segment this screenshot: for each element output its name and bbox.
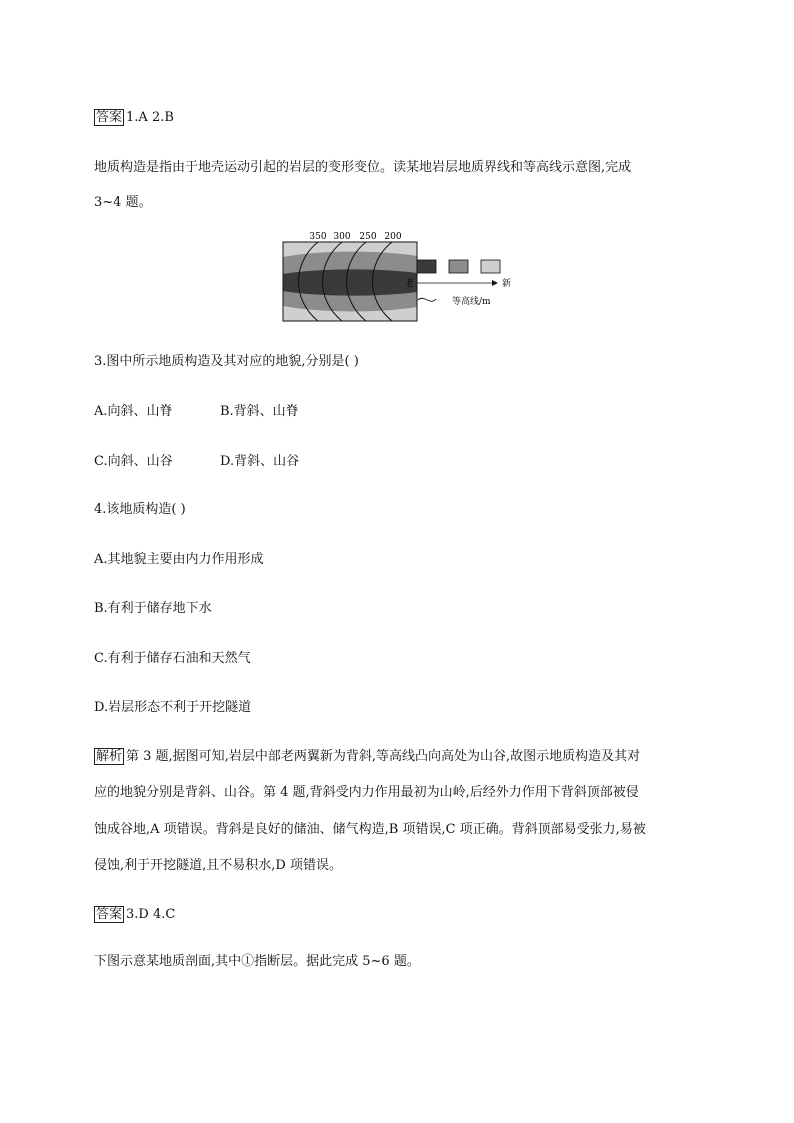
- intro-line-2: 3~4 题。: [94, 195, 152, 210]
- q4-option-c: C.有利于储存石油和天然气: [94, 651, 251, 666]
- answer-tag: 答案: [96, 110, 123, 125]
- q4-option-b: B.有利于储存地下水: [94, 601, 212, 616]
- q3-stem: 3.图中所示地质构造及其对应的地貌,分别是( ): [94, 354, 359, 369]
- q3-option-b: B.背斜、山脊: [220, 404, 299, 419]
- q3-options-row-2: [94, 450, 300, 469]
- q4-option-d: D.岩层形态不利于开挖隧道: [94, 700, 252, 715]
- legend-swatch-mid: [449, 260, 468, 273]
- legend-contour-label: 等高线/m: [452, 297, 491, 307]
- q4-stem: 4.该地质构造( ): [94, 502, 186, 517]
- q3-option-a: A.向斜、山脊: [94, 404, 173, 419]
- analysis-line-1: [94, 745, 640, 764]
- q3-options-row-1: [94, 400, 299, 419]
- analysis-text-1: 第 3 题,据图可知,岩层中部老两翼新为背斜,等高线凸向高处为山谷,故图示地质构造及其对: [126, 749, 641, 764]
- analysis-tag: 解析: [96, 749, 123, 764]
- next-intro-line: 下图示意某地质剖面,其中①指断层。据此完成 5~6 题。: [94, 954, 420, 969]
- legend-new-label: 新: [502, 279, 512, 289]
- analysis-line-2: 应的地貌分别是背斜、山谷。第 4 题,背斜受内力作用最初为山岭,后经外力作用下背斜顶部被侵: [94, 785, 639, 800]
- legend-swatch-old: [417, 260, 436, 273]
- contour-label-250: 250: [359, 232, 377, 242]
- map-band-old-layer: [283, 269, 417, 295]
- geologic-map-figure: [280, 228, 510, 324]
- contour-label-300: 300: [333, 232, 351, 242]
- q3-option-d: D.背斜、山谷: [220, 454, 300, 469]
- legend-arrow-head: [492, 280, 498, 286]
- answer-line-1: [94, 106, 174, 125]
- q3-option-c: C.向斜、山谷: [94, 454, 173, 469]
- answer-line-2: [94, 903, 175, 922]
- legend-contour-symbol: [418, 298, 436, 301]
- legend-swatch-new: [481, 260, 500, 273]
- answer-text-2: 3.D 4.C: [126, 907, 176, 922]
- analysis-line-3: 蚀成谷地,A 项错误。背斜是良好的储油、储气构造,B 项错误,C 项正确。背斜顶部易受张力,易被: [94, 822, 646, 837]
- analysis-line-4: 侵蚀,利于开挖隧道,且不易积水,D 项错误。: [94, 858, 342, 873]
- contour-label-350: 350: [309, 232, 327, 242]
- intro-line-1: 地质构造是指由于地壳运动引起的岩层的变形变位。读某地岩层地质界线和等高线示意图,完成: [94, 160, 632, 175]
- contour-label-200: 200: [384, 232, 402, 242]
- q4-option-a: A.其地貌主要由内力作用形成: [94, 552, 264, 567]
- answer-tag-2: 答案: [96, 907, 123, 922]
- legend-old-label: 老: [405, 279, 415, 289]
- answer-text: 1.A 2.B: [126, 110, 174, 125]
